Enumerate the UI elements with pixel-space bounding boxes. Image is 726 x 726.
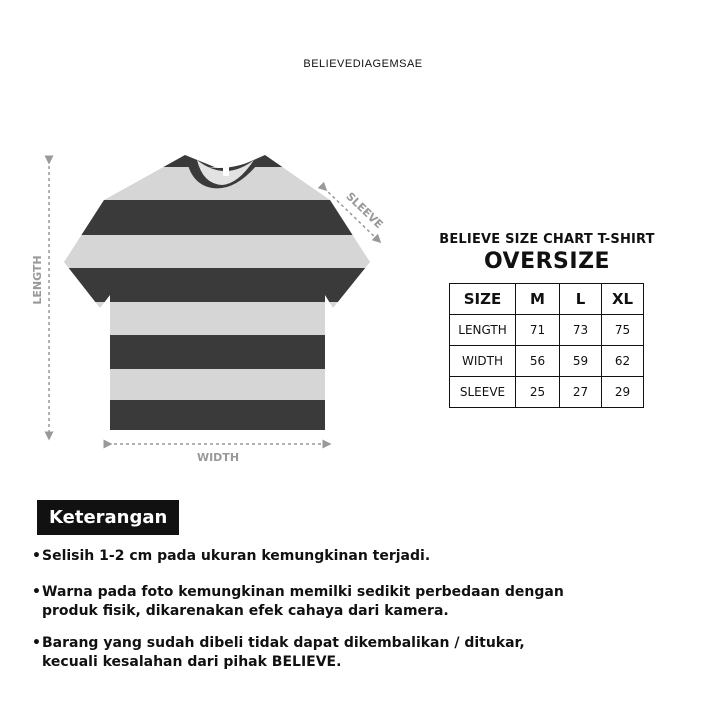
size-chart-subtitle: OVERSIZE xyxy=(483,249,611,274)
table-cell: 59 xyxy=(560,346,602,377)
length-label: LENGTH xyxy=(31,255,44,305)
size-chart-title: BELIEVE SIZE CHART T-SHIRT xyxy=(439,232,655,247)
note-item xyxy=(32,547,692,566)
bullet-icon: • xyxy=(32,548,41,564)
table-row xyxy=(450,346,644,377)
note-item xyxy=(32,634,692,672)
table-cell: 73 xyxy=(560,315,602,346)
row-label: LENGTH xyxy=(450,315,516,346)
table-cell: 71 xyxy=(516,315,560,346)
note-line: Barang yang sudah dibeli tidak dapat dikembalikan / ditukar, xyxy=(42,635,525,651)
table-cell: 62 xyxy=(602,346,644,377)
notes-heading: Keterangan xyxy=(37,500,179,535)
header-cell-size: SIZE xyxy=(450,284,516,315)
row-label: SLEEVE xyxy=(450,377,516,408)
table-header-row xyxy=(450,284,644,315)
table-cell: 25 xyxy=(516,377,560,408)
table-cell: 56 xyxy=(516,346,560,377)
note-line: produk fisik, dikarenakan efek cahaya dari kamera. xyxy=(42,603,449,619)
note-item xyxy=(32,583,692,621)
brand-logo-text: BELIEVEDIAGEMSAE xyxy=(303,58,423,70)
note-line: Warna pada foto kemungkinan memilki sedikit perbedaan dengan xyxy=(42,584,564,600)
table-row xyxy=(450,315,644,346)
width-label: WIDTH xyxy=(196,451,240,464)
table-cell: 29 xyxy=(602,377,644,408)
table-row xyxy=(450,377,644,408)
table-cell: 27 xyxy=(560,377,602,408)
header-cell-xl: XL xyxy=(602,284,644,315)
note-line: Selisih 1-2 cm pada ukuran kemungkinan terjadi. xyxy=(42,548,431,564)
row-label: WIDTH xyxy=(450,346,516,377)
sleeve-label: SLEEVE xyxy=(343,189,386,232)
header-cell-l: L xyxy=(560,284,602,315)
bullet-icon: • xyxy=(32,584,41,600)
note-line: kecuali kesalahan dari pihak BELIEVE. xyxy=(42,654,342,670)
tshirt-body xyxy=(50,150,390,440)
header-cell-m: M xyxy=(516,284,560,315)
table-cell: 75 xyxy=(602,315,644,346)
bullet-icon: • xyxy=(32,635,41,651)
size-table xyxy=(449,283,644,408)
